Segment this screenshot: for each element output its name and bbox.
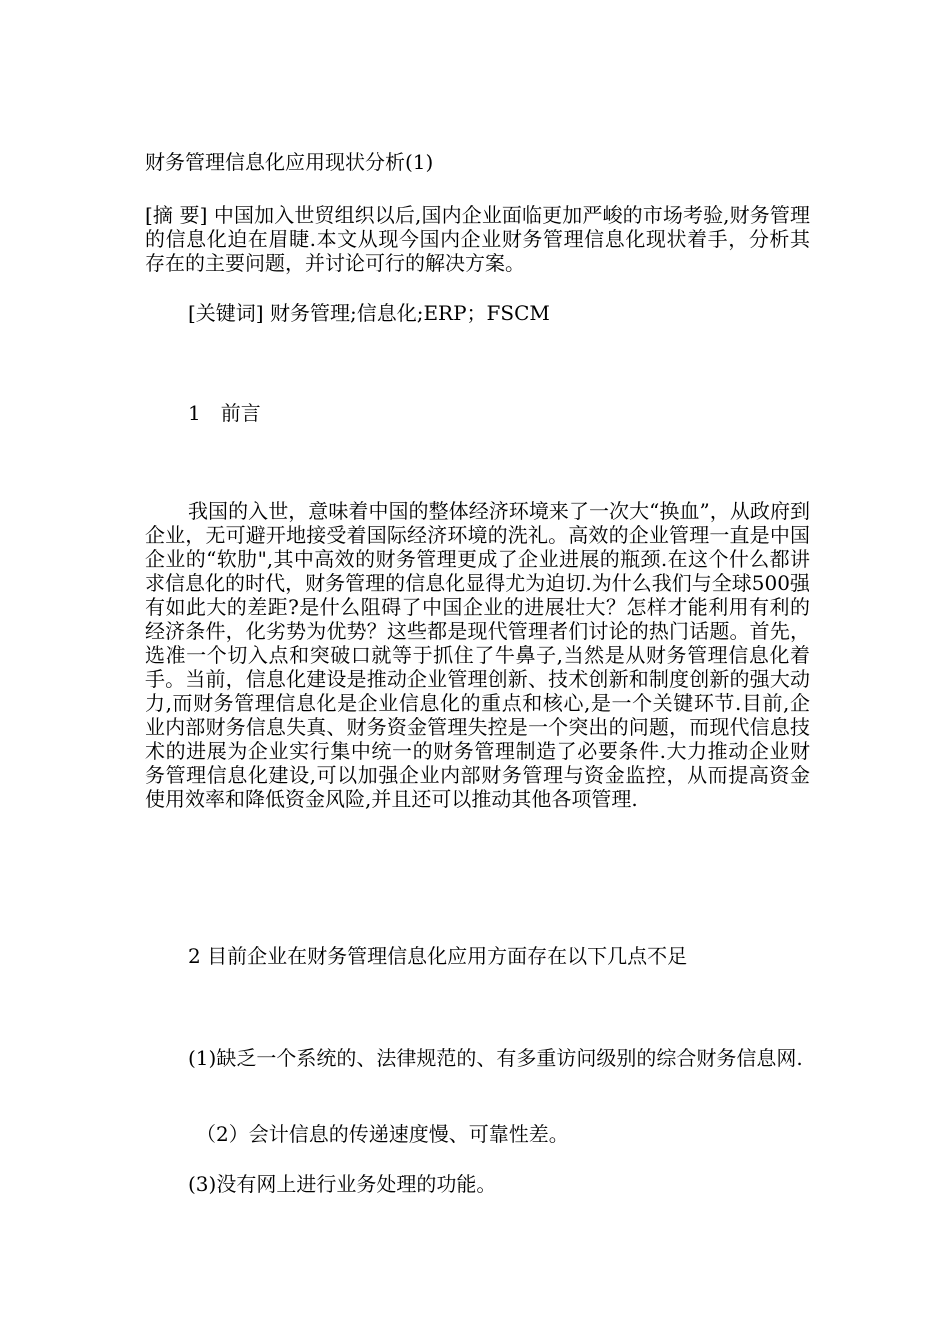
section-2-heading: 2 目前企业在财务管理信息化应用方面存在以下几点不足 <box>188 944 688 968</box>
deficiency-item-2: （2）会计信息的传递速度慢、可靠性差。 <box>196 1122 569 1146</box>
deficiency-item-1: (1)缺乏一个系统的、法律规范的、有多重访问级别的综合财务信息网. <box>188 1046 803 1070</box>
deficiency-item-3: (3)没有网上进行业务处理的功能。 <box>188 1172 497 1196</box>
keywords-line: [关键词] 财务管理;信息化;ERP；FSCM <box>188 301 550 325</box>
section-1-paragraph: 我国的入世，意味着中国的整体经济环境来了一次大“换血”，从政府到企业，无可避开地接受着国际经济环境的洗礼。高效的企业管理一直是中国企业的“软肋",其中高效的财务管理更成了企业进展的瓶颈.在这个什么都讲求信息化的时代，财务管理的信息化显得尤为迫切.为什么我们与全球500强有如此大的差距?是什么阻碍了中国企业的进展壮大？怎样才能利用有利的经济条件，化劣势为优势？这些都是现代管理者们讨论的热门话题。首先，选准一个切入点和突破口就等于抓住了牛鼻子,当然是从财务管理信息化着手。当前，信息化建设是推动企业管理创新、技术创新和制度创新的强大动力,而财务管理信息化是企业信息化的重点和核心,是一个关键环节.目前,企业内部财务信息失真、财务资金管理失控是一个突出的问题，而现代信息技术的进展为企业实行集中统一的财务管理制造了必要条件.大力推动企业财务管理信息化建设,可以加强企业内部财务管理与资金监控，从而提高资金使用效率和降低资金风险,并且还可以推动其他各项管理. <box>145 499 810 811</box>
section-1-heading: 1 前言 <box>188 401 261 425</box>
abstract-paragraph: [摘 要] 中国加入世贸组织以后,国内企业面临更加严峻的市场考验,财务管理的信息化迫在眉睫.本文从现今国内企业财务管理信息化现状着手，分析其存在的主要问题，并讨论可行的解决方案。 <box>145 203 810 275</box>
document-title: 财务管理信息化应用现状分析(1) <box>145 150 434 174</box>
